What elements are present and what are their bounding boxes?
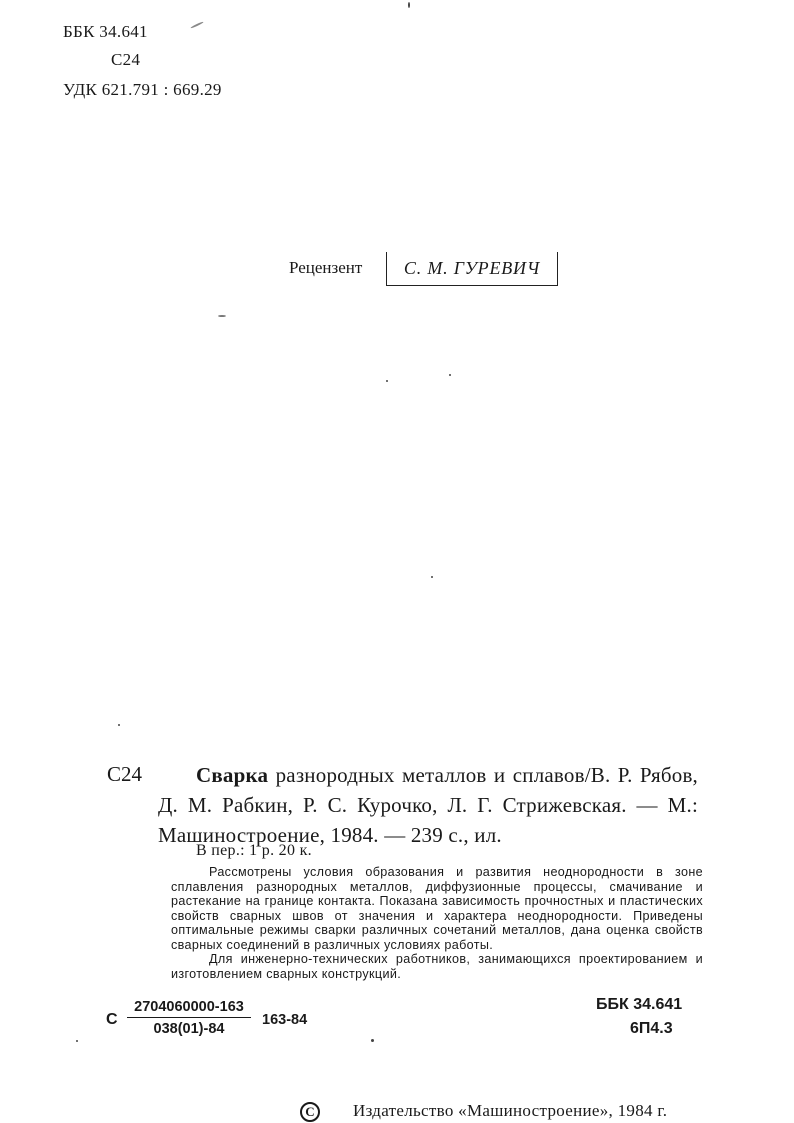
abstract — [171, 865, 703, 981]
index-suffix: 163-84 — [262, 1012, 308, 1028]
index-letter: С — [106, 1011, 118, 1028]
author-mark: С24 — [111, 50, 141, 69]
index-fraction — [127, 999, 251, 1037]
scan-speck — [118, 724, 120, 726]
catalog-entry — [158, 760, 698, 850]
audience-paragraph: Для инженерно-технических работников, занимающихся проектированием и изготовлением сварных конструкций. — [171, 952, 703, 981]
right-class-code: 6П4.3 — [630, 1020, 673, 1037]
udk-code: УДК 621.791 : 669.29 — [63, 80, 222, 99]
price: В пер.: 1 р. 20 к. — [196, 842, 312, 859]
scan-speck — [386, 380, 388, 382]
scan-speck — [431, 576, 433, 578]
copyright-icon: C — [300, 1102, 320, 1122]
reviewer-label: Рецензент — [289, 258, 363, 277]
index-numerator: 2704060000-163 — [134, 999, 244, 1015]
scan-speck — [76, 1040, 78, 1042]
scan-speck — [371, 1039, 374, 1042]
catalog-entry-text: разнородных металлов и сплавов/В. Р. Рябов, Д. М. Рабкин, Р. С. Курочко, Л. Г. Стрижевская. — М.: Машиностроение, 1984. — 239 с., ил. — [158, 763, 699, 847]
scan-speck — [190, 21, 204, 29]
catalog-title-word: Сварка — [196, 763, 269, 787]
catalog-code: С24 — [107, 762, 143, 786]
right-bbk-code: ББК 34.641 — [596, 996, 683, 1013]
scan-speck — [218, 315, 226, 317]
index-denominator: 038(01)-84 — [153, 1021, 225, 1037]
bbk-code: ББК 34.641 — [63, 22, 148, 41]
publisher-line: Издательство «Машиностроение», 1984 г. — [353, 1101, 668, 1120]
reviewer-name: С. М. ГУРЕВИЧ — [403, 258, 541, 278]
scan-speck — [449, 374, 451, 376]
abstract-paragraph: Рассмотрены условия образования и развития неоднородности в зоне сплавления разнородных металлов, диффузионные процессы, смачивание и растекание на границе контакта. Показана зависимость прочностных и пластических свойств сварных швов от значения и характера неоднородности. Приведены оптимальные режимы сварки различных сочетаний металлов, дана оценка свойств сварных соединений в различных условиях работы. — [171, 865, 703, 952]
scan-speck — [408, 2, 410, 8]
reviewer-box — [386, 252, 558, 286]
